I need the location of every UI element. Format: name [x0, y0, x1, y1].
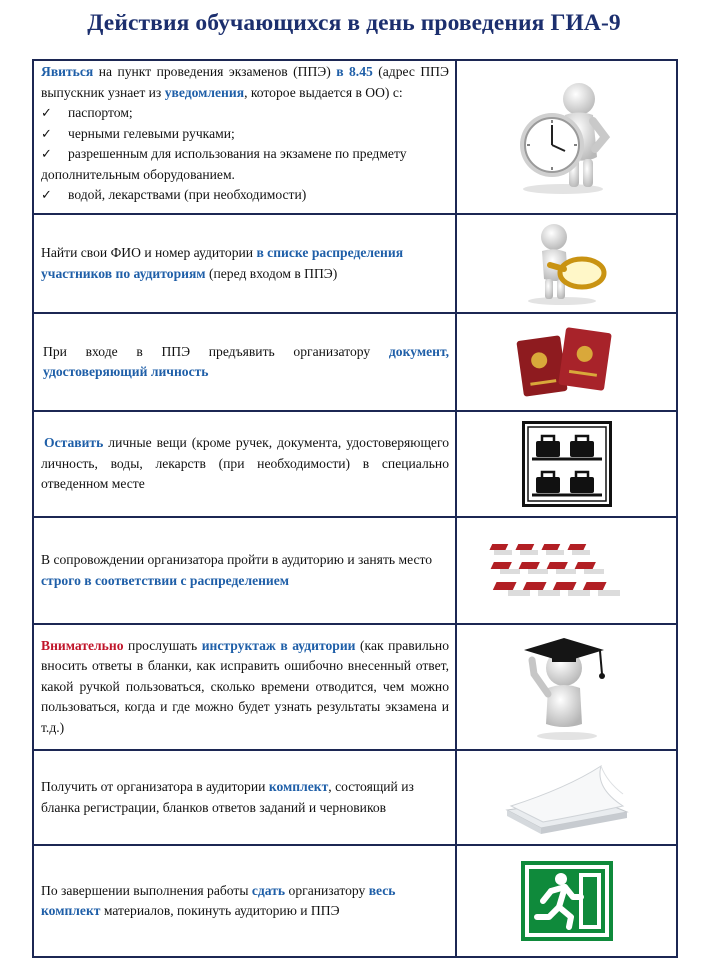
passport-icon — [457, 314, 676, 410]
row-text — [34, 518, 457, 623]
classroom-desks-icon — [457, 518, 676, 623]
text-span: По завершении выполнения работы — [41, 882, 252, 898]
list-item-text: паспортом; — [68, 105, 133, 120]
highlight-arrive: Явиться — [41, 64, 94, 79]
luggage-storage-icon — [457, 412, 676, 516]
text-span: , которое выдается в ОО) с: — [244, 84, 403, 100]
list-item — [41, 144, 449, 185]
highlight-full-kit: весь комплект — [41, 882, 396, 918]
row-text — [34, 846, 457, 956]
row-text — [34, 215, 457, 312]
highlight-time: в 8.45 — [336, 64, 373, 79]
table-row — [34, 749, 676, 844]
highlight-seat: строго в соответствии с распределением — [41, 572, 290, 588]
text-span: (перед входом в ППЭ) — [205, 265, 338, 281]
page-title: Действия обучающихся в день проведения ГИА-9 — [87, 10, 621, 36]
highlight-attentively: Внимательно — [41, 637, 124, 653]
list-item-text: черными гелевыми ручками; — [68, 125, 235, 141]
person-with-magnifier-icon — [457, 215, 676, 312]
text-span: Найти свои ФИО и номер аудитории — [41, 245, 257, 260]
text-span: на пункт проведения экзаменов (ППЭ) — [93, 64, 337, 79]
highlight-kit: комплект — [268, 779, 329, 794]
row-text — [34, 314, 457, 410]
text-span: (адрес ППЭ выпускник узнает из — [41, 64, 449, 100]
row-text — [34, 751, 457, 844]
actions-table — [32, 59, 678, 958]
list-item — [41, 185, 449, 206]
table-row — [34, 312, 676, 410]
list-item-text: водой, лекарствами (при необходимости) — [68, 187, 307, 202]
list-item — [41, 124, 449, 145]
text-span: (как правильно вносить ответы в бланки, как исправить ошибочно внесенный ответ, какой ручкой пользоваться, сколько времени отводится, чем можно пользоваться, когда и где можно будет узнать результаты экзамена и т.д.) — [41, 637, 449, 735]
person-with-graduation-cap-icon — [457, 625, 676, 749]
exit-sign-icon — [457, 846, 676, 956]
table-row — [34, 61, 676, 213]
list-item-text: разрешенным для использования на экзамене по предмету дополнительным оборудованием. — [41, 146, 407, 182]
highlight-briefing: инструктаж в аудитории — [201, 637, 356, 653]
list-item — [41, 103, 449, 124]
text-span: материалов, покинуть аудиторию и ППЭ — [100, 903, 340, 918]
table-row — [34, 623, 676, 749]
row-text — [34, 61, 457, 213]
checkmark-icon: ✓ — [41, 125, 52, 141]
text-span: прослушать — [123, 637, 202, 653]
person-with-clock-icon — [457, 61, 676, 213]
row-text — [34, 412, 457, 516]
table-row — [34, 213, 676, 312]
table-row — [34, 844, 676, 956]
text-span: В сопровождении организатора пройти в аудиторию и занять место — [41, 552, 433, 567]
checkmark-icon: ✓ — [41, 187, 52, 202]
text-span: организатору — [285, 882, 369, 898]
text-span: При входе в ППЭ предъявить организатору — [43, 343, 389, 359]
text-span: Получить от организатора в аудитории — [41, 779, 269, 794]
highlight-document: документ, удостоверяющий личность — [43, 343, 449, 379]
table-row — [34, 516, 676, 623]
checkmark-icon: ✓ — [41, 105, 52, 120]
checkmark-icon: ✓ — [41, 146, 52, 161]
highlight-notice: уведомления — [164, 84, 245, 100]
paper-stack-icon — [457, 751, 676, 844]
highlight-submit: сдать — [251, 882, 286, 898]
text-span: , состоящий из бланка регистрации, бланков ответов заданий и черновиков — [41, 779, 414, 815]
highlight-leave: Оставить — [44, 435, 104, 451]
table-row — [34, 410, 676, 516]
text-span: личные вещи (кроме ручек, документа, удостоверяющего личность, воды, лекарств (при необходимости) в специально отведенном месте — [41, 435, 449, 492]
highlight-list: в списке распределения участников по аудиториям — [41, 245, 404, 281]
row-text — [34, 625, 457, 749]
